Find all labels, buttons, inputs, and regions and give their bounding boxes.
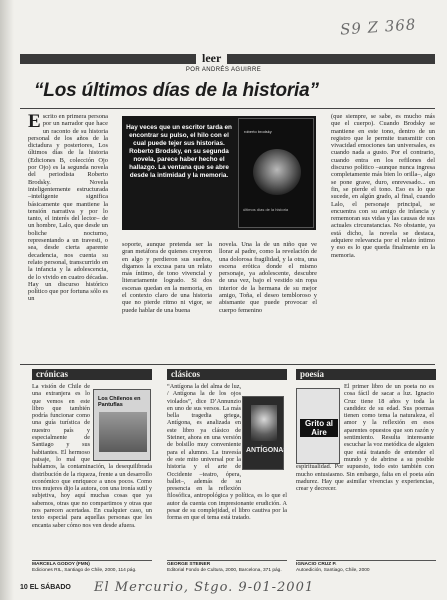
review-text — [296, 383, 434, 492]
divider — [20, 364, 435, 365]
divider — [32, 560, 152, 561]
section-bar — [20, 54, 435, 64]
review-publisher: Editorial Fondo de Cultura, 2000, Barcelona, 371 pág. — [167, 567, 282, 573]
article-column-1 — [28, 113, 108, 303]
handwritten-annotation: S9 Z 368 — [339, 15, 417, 39]
review-body: El primer libro de un poeta no es cosa fácil de sacar a luz. Ignacio Cruz tiene 18 años y toda la candidez de su edad. Sus poemas tienen como tema la naturaleza, el amor y la reflexión en esos aparentes opuestos que son razón y sentimiento. Resulta interesante escuchar la voz metódica de alguien que está tratando de entender el mundo y de abrirse a su posible espiritualidad. Por supuesto, todo esto también con mucho entusiasmo. Sin embargo, falta en el poeta aún madurez. Hay que asimilar vivencias y experiencias, crear y decrecer. — [296, 383, 434, 493]
divider — [167, 560, 287, 561]
drop-cap: E — [28, 111, 41, 132]
article-column-4: (que siempre, se sabe, es mucho más que el cuerpo). Cuando Brodsky se mantiene en este tono, dentro de un registro que le permite transmitir con vivacidad emociones tan universales, es cuando nada a gusto. Por el contrario, cuando entra en los refilones del discurso político –aunque nunca ingresa completamente más bien lo orilla–, algo se pone grave, duro, enrevesado... en fin, se pierde el tono. Eso es lo que sucede, en algún grado, al final, cuando Lalo, el personaje principal, se encuentra con su amigo de infancia y rememoran sus vidas y las causas de sus actuales circunstancias. No obstante, ya está dicho, la novela se destaca, adquiere relevancia por el relato íntimo y eso es lo que queda finalmente en la memoria. — [331, 113, 435, 259]
divider — [20, 108, 435, 109]
divider — [296, 560, 436, 561]
book-cover-title: últimos días de la historia — [243, 207, 289, 212]
headline: “Los últimos días de la historia” — [34, 80, 319, 101]
review-credit — [296, 562, 436, 573]
review-body: La visión de Chile de una extranjera es lo que vemos en este libro que también podría funcionar como una guía turística de nuestro país y especialmente de Santiago y sus habitantes. El hermoso paisaje, lo mal que hablamos, la contaminación, la desequilibrada distribución de la riqueza, frente a un desarrollo económico que enriquece a unos pocos. Como tres mujeres dijo la autora, con una ironía sutil y subjetiva, hoy aquí muchas cosas que ya sabemos, otras que no compartimos y otras que nos parecen acertadas. En cualquier caso, un texto especial para aquellas personas que les encanta saber cómo nos ven desde afuera. — [32, 383, 152, 529]
review-cover-title: Los Chilenos en Pantuflas — [98, 396, 141, 408]
byline: POR ANDRÉS AGUIRRE — [185, 67, 262, 73]
review-credit — [32, 562, 152, 573]
review-author: MARCELA GODOY (FMN) — [32, 562, 90, 567]
review-publisher: Ediciones RIL, Santiago de Chile, 2000, 114 pág. — [32, 567, 137, 573]
review-author: IGNACIO CRUZ P. — [296, 562, 337, 567]
article-column-3: novela. Una la de un niño que ve llorar al padre, como la revelación de una dolorosa fragilidad, y la otra, una escena erótica donde el mismo personaje, ya adolescente, descubre de una vez, bajo el vestido sin ropa interior de la hermana de su mejor amigo, Toña, el deseo tembloroso y abismante que puede provocar el cuerpo femenino — [219, 241, 317, 314]
review-author: GEORGE STEINER — [167, 562, 211, 567]
review-heading-poesia: poesía — [296, 369, 436, 380]
book-cover-art — [253, 149, 301, 195]
book-cover-author: roberto brodsky — [244, 129, 272, 134]
article-column-2: soporte, aunque pretenda ser la gran metáfora de quienes creyeron en algo y perdieron sus sueños, digamos la excusa para un relato más íntimo, de tono vivencial y literariamente logrado. Si dos escenas quedan en la memoria, en el contexto claro de una historia que no pierde ritmo ni vigor, se puede hablar de una buena — [122, 241, 212, 314]
review-body: “Antígona la del alma de luz, / Antígona la de los ojos violados”, dice D’Annunzio en uno de sus versos. La más bella tragedia griega, Antígona, es analizada en este libro ya clásico de Steiner, ahora en una versión de bolsillo muy conveniente para el alumno. La travesía de este mito universal por la historia y el arte de Occidente –teatro, ópera, ballet–, además de su presencia en la reflexión filosófica, antropológica y política, es lo que el autor da cuenta con impresionante erudición. A pesar de su complejidad, el libro cautiva por la forma en que el tema está tratado. — [167, 383, 287, 522]
article-text-1: scrito en primera persona por un narrador que hace un raconto de su historia personal de los años de la dictadura y posteriores, Los últimos días de la historia (Ediciones B, colección Ojo por Ojo) es la segunda novela del periodista Roberto Brodsky. Novela inteligentemente estructurada –inteligente significa básicamente que mantiene la tensión narrativa y por lo tanto, el interés del lector– de un hombre, Lalo, que desde un boliche nocturno, representando a un travesti, o sea, desde cierta aparente decadencia, nos cuenta su relato personal, transcurrido en la infancia y la adolescencia, de lo vivido en cuatro décadas. Hay un discurso histórico político que por fortuna sólo es un — [28, 113, 108, 303]
scan-edge-shadow — [0, 0, 14, 600]
cover-spacer — [241, 395, 287, 487]
section-label: leer — [196, 51, 227, 66]
review-text — [32, 383, 152, 529]
cover-spacer — [296, 383, 344, 463]
review-text — [167, 383, 287, 522]
review-publisher: Autoedición, Santiago, Chile, 2000 — [296, 567, 370, 573]
review-cover-title: ANTÍGONAS — [246, 447, 288, 454]
review-credit — [167, 562, 287, 573]
cover-spacer — [90, 383, 152, 461]
pull-quote-text: Hay veces que un escritor tarda en encontrar su pulso, el hilo con el cual puede tejer sus historias. Roberto Brodsky, en su segunda novela, parece haber hecho el hallazgo. La ventana que se abre desde la intimidad y la memoria. — [126, 124, 232, 179]
page-footer: 10 EL SÁBADO — [20, 584, 71, 591]
review-cover-title: Grito al Aire — [300, 419, 338, 437]
handwritten-source-note: El Mercurio, Stgo. 9-01-2001 — [94, 580, 315, 595]
review-heading-cronicas: crónicas — [32, 369, 152, 380]
book-cover-image — [238, 118, 314, 228]
review-heading-clasicos: clásicos — [167, 369, 287, 380]
